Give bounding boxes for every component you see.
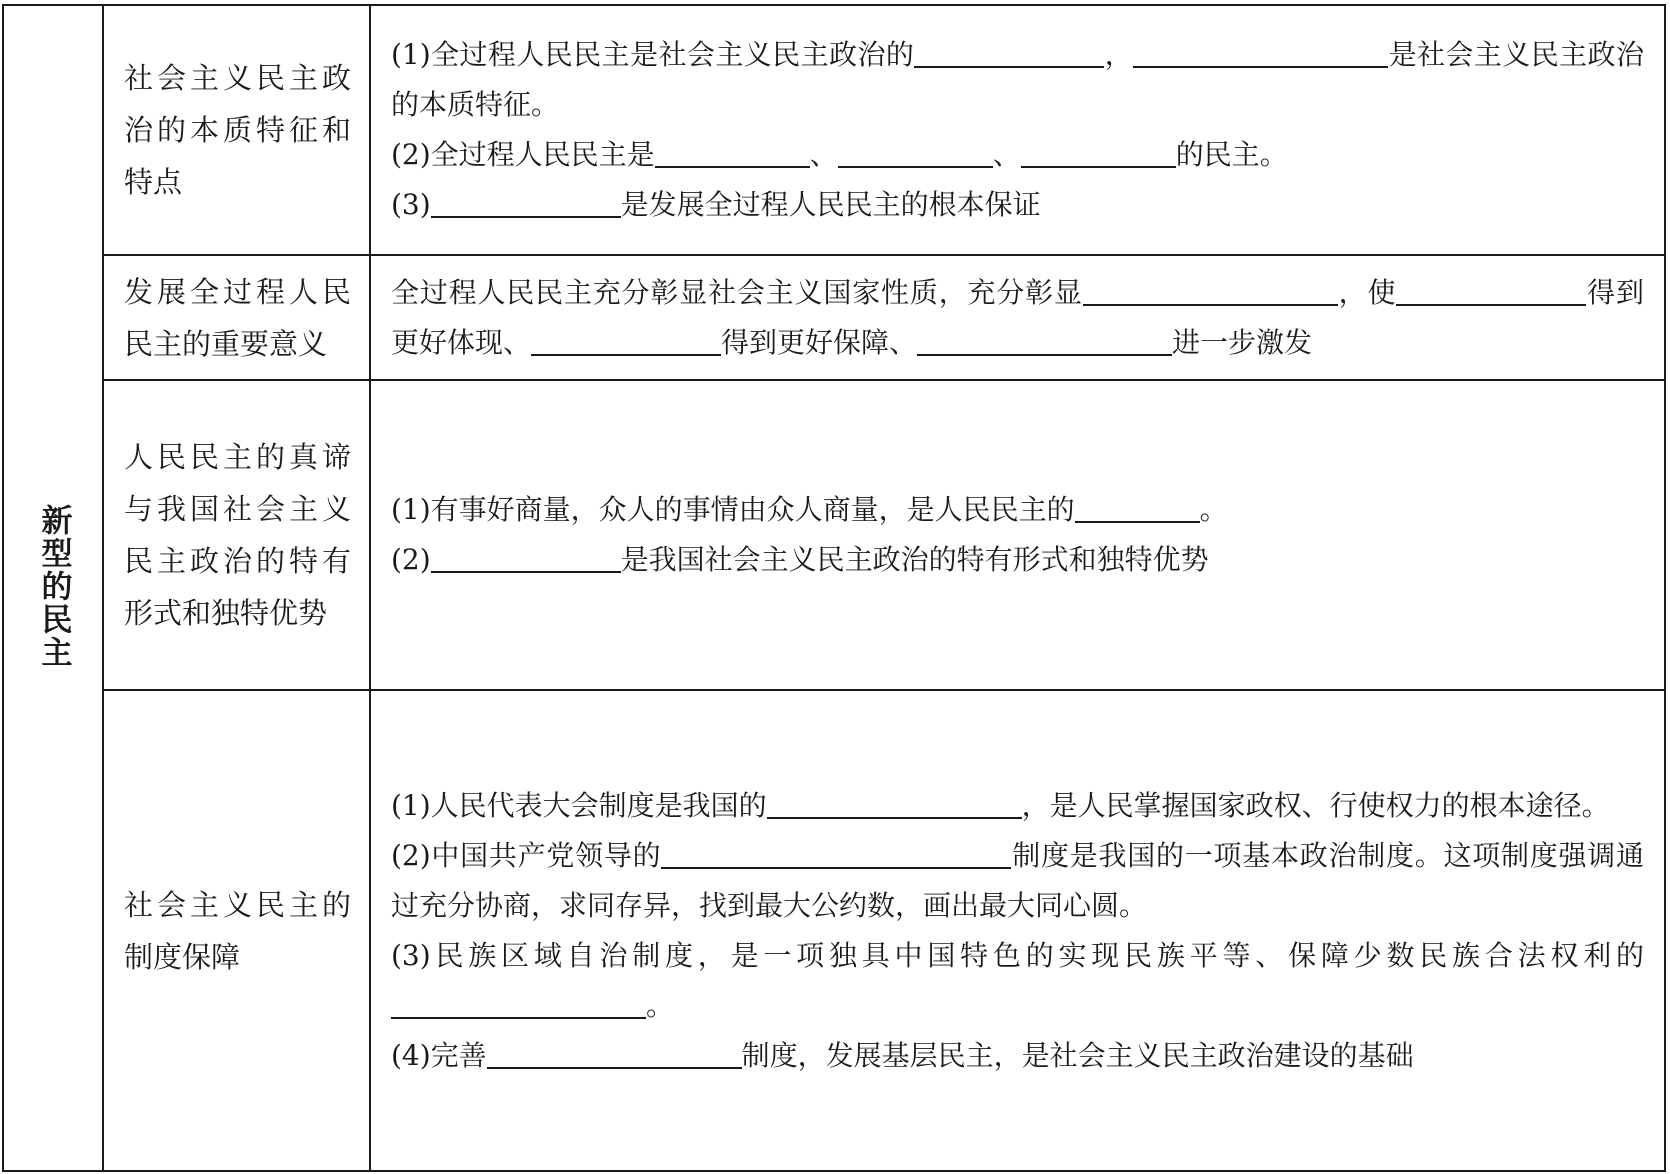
- item-text: 、: [992, 138, 1021, 171]
- item-text: 是发展全过程人民民主的根本保证: [620, 188, 1041, 221]
- topic-label: 新型的民主: [35, 503, 72, 669]
- fill-blank[interactable]: [431, 541, 621, 573]
- item-text: (2): [391, 543, 431, 576]
- topic-cell: [3, 5, 103, 1171]
- item-1: [391, 30, 1644, 130]
- fill-blank[interactable]: [1021, 136, 1176, 168]
- table-row-true-meaning: [3, 380, 1665, 690]
- table-row-institution: [3, 690, 1665, 1171]
- fill-blank[interactable]: [1396, 274, 1521, 306]
- row-content-institution: [370, 690, 1665, 1171]
- item-text: 的民主。: [1175, 138, 1288, 171]
- table-row-significance: [3, 255, 1665, 380]
- item-1: [391, 781, 1644, 831]
- item-text: 是我国社会主义民主政治的特有形式和独特优势: [620, 543, 1209, 576]
- fill-blank[interactable]: [391, 987, 646, 1019]
- fill-blank[interactable]: [1521, 274, 1586, 306]
- item-text: 是社会主义民主政治的本质特征。: [391, 38, 1644, 121]
- row-label-institution: 社会主义民主的制度保障: [103, 690, 370, 1171]
- item-4: [391, 1031, 1644, 1081]
- row-content-true-meaning: [370, 380, 1665, 690]
- item-text: (1)人民代表大会制度是我国的: [391, 788, 767, 822]
- fill-blank[interactable]: [838, 136, 993, 168]
- fill-blank[interactable]: [914, 36, 1104, 68]
- knowledge-table: [2, 4, 1666, 1172]
- fill-blank[interactable]: [531, 324, 721, 356]
- item-text: (2)中国共产党领导的: [391, 838, 662, 872]
- row-label-significance: 发展全过程人民民主的重要意义: [103, 255, 370, 380]
- item-text: 进一步激发: [1172, 325, 1313, 359]
- item-text: (4)完善: [391, 1038, 487, 1072]
- item-text: ，: [1104, 38, 1134, 71]
- item-text: 、: [809, 138, 838, 171]
- fill-blank[interactable]: [661, 837, 1011, 869]
- item-1: [391, 485, 1644, 535]
- row-content-significance: [370, 255, 1665, 380]
- item-text: (1)全过程人民民主是社会主义民主政治的: [391, 38, 915, 71]
- item-text: 制度是我国的一项基本政治制度。这项制度强调通过充分协商，求同存异，找到最大公约数，画出最大同心圆。: [391, 838, 1644, 922]
- fill-blank[interactable]: [917, 324, 1172, 356]
- item-text: 。: [646, 988, 675, 1022]
- item-2: [391, 535, 1644, 585]
- item-text: 制度，发展基层民主，是社会主义民主政治建设的基础: [741, 1038, 1414, 1072]
- item-text: (1)有事好商量，众人的事情由众人商量，是人民民主的: [391, 493, 1075, 526]
- row-label-essence: 社会主义民主政治的本质特征和特点: [103, 5, 370, 255]
- row-label-true-meaning: 人民民主的真谛与我国社会主义民主政治的特有形式和独特优势: [103, 380, 370, 690]
- item-text: (3): [391, 188, 431, 221]
- item-text: 。: [1199, 493, 1228, 526]
- fill-blank[interactable]: [1133, 36, 1388, 68]
- fill-blank[interactable]: [1083, 274, 1338, 306]
- item-3: [391, 180, 1644, 230]
- item-text: ，使: [1337, 275, 1397, 309]
- item-text: 得到更好体现、: [391, 275, 1644, 359]
- fill-blank[interactable]: [431, 186, 621, 218]
- item-text: 全过程人民民主充分彰显社会主义国家性质，充分彰显: [391, 275, 1083, 309]
- item-text: 得到更好保障、: [721, 325, 918, 359]
- fill-blank[interactable]: [1075, 491, 1200, 523]
- item-text: (3)民族区域自治制度，是一项独具中国特色的实现民族平等、保障少数民族合法权利的: [391, 938, 1644, 972]
- item-1: [391, 268, 1644, 368]
- fill-blank[interactable]: [767, 787, 1022, 819]
- item-text: ，是人民掌握国家政权、行使权力的根本途径。: [1021, 788, 1610, 822]
- item-2: [391, 831, 1644, 931]
- table-row-essence: [3, 5, 1665, 255]
- item-2: [391, 130, 1644, 180]
- fill-blank[interactable]: [487, 1037, 742, 1069]
- row-content-essence: [370, 5, 1665, 255]
- item-text: (2)全过程人民民主是: [391, 138, 655, 171]
- fill-blank[interactable]: [655, 136, 810, 168]
- item-3: [391, 931, 1644, 1031]
